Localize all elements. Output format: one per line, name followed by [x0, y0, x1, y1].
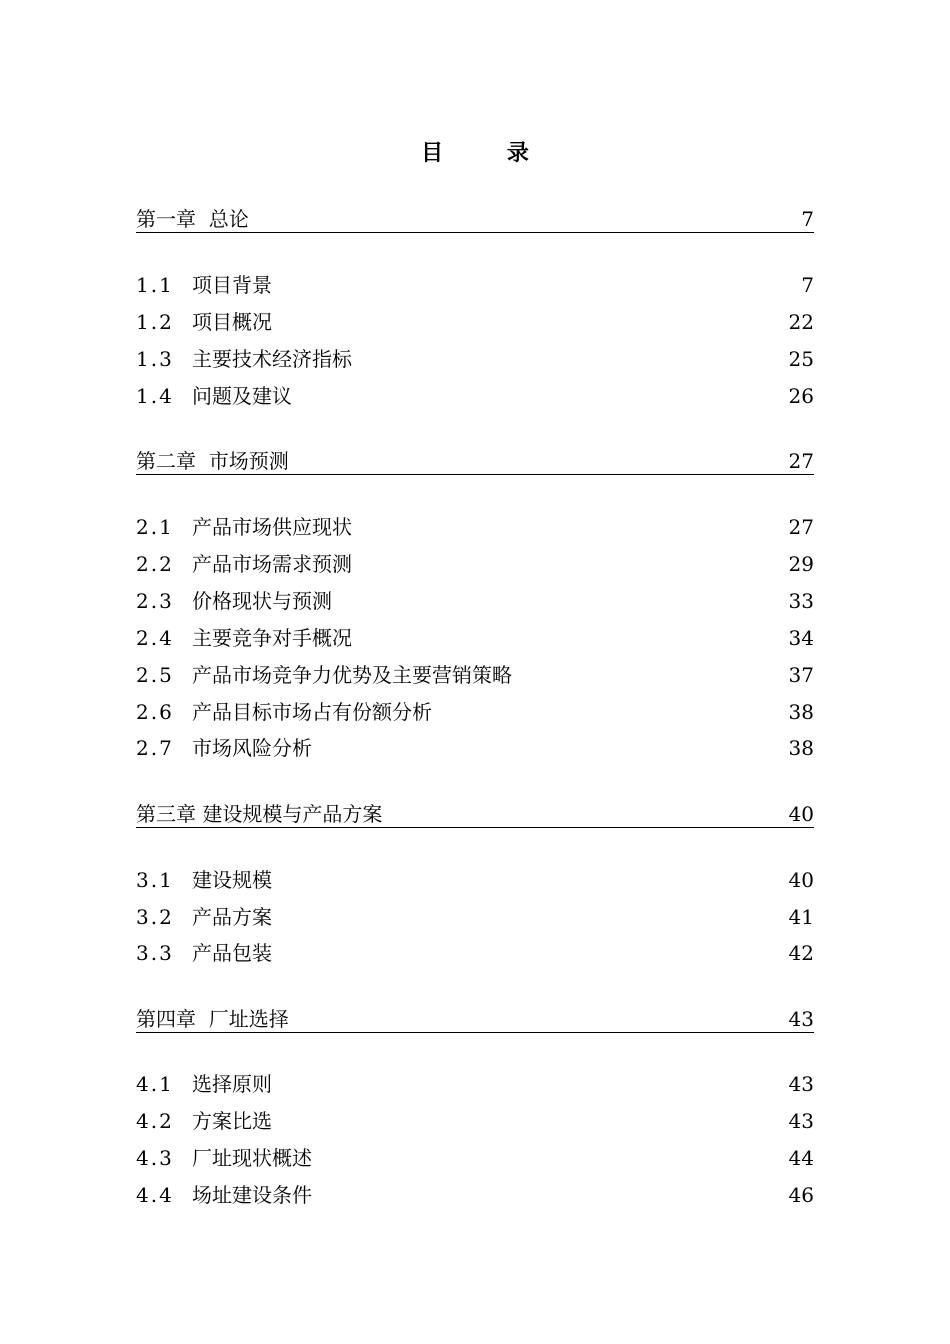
section-number: 2.1	[136, 515, 174, 539]
toc-section-4-3[interactable]	[136, 1143, 814, 1171]
toc-section-2-4[interactable]	[136, 623, 814, 651]
section-name: 产品方案	[192, 905, 272, 929]
toc-chapter-2[interactable]	[136, 446, 814, 475]
section-page-number: 29	[788, 552, 814, 576]
section-name: 产品市场竞争力优势及主要营销策略	[192, 663, 512, 687]
section-name: 场址建设条件	[192, 1183, 312, 1207]
chapter-label: 第四章	[136, 1007, 196, 1031]
section-number: 4.4	[136, 1183, 174, 1207]
chapter-page-number: 43	[788, 1007, 814, 1031]
section-name: 问题及建议	[192, 384, 292, 408]
toc-section-2-6[interactable]	[136, 697, 814, 725]
chapter-name: 建设规模与产品方案	[202, 802, 383, 826]
chapter-name: 总论	[208, 207, 249, 231]
section-name: 市场风险分析	[192, 736, 312, 760]
section-number: 2.3	[136, 589, 174, 613]
chapter-separator	[196, 1006, 209, 1032]
section-name: 产品市场需求预测	[192, 552, 352, 576]
toc-section-2-3[interactable]	[136, 586, 814, 614]
section-name: 主要技术经济指标	[192, 347, 352, 371]
section-page-number: 7	[801, 273, 814, 297]
section-name: 建设规模	[192, 868, 272, 892]
toc-section-3-1[interactable]	[136, 865, 814, 893]
section-page-number: 43	[788, 1109, 814, 1133]
section-page-number: 33	[788, 589, 814, 613]
toc-section-4-2[interactable]	[136, 1106, 814, 1134]
section-page-number: 34	[788, 626, 814, 650]
toc-chapter-4[interactable]	[136, 1004, 814, 1033]
section-name: 项目背景	[192, 273, 272, 297]
toc-section-1-1[interactable]	[136, 270, 814, 298]
section-number: 2.6	[136, 700, 174, 724]
toc-section-4-1[interactable]	[136, 1069, 814, 1097]
section-page-number: 22	[788, 310, 814, 334]
section-page-number: 26	[788, 384, 814, 408]
section-page-number: 38	[788, 736, 814, 760]
section-number: 2.4	[136, 626, 174, 650]
toc-section-1-3[interactable]	[136, 344, 814, 372]
section-name: 项目概况	[192, 310, 272, 334]
section-page-number: 38	[788, 700, 814, 724]
toc-section-2-2[interactable]	[136, 549, 814, 577]
chapter-name: 厂址选择	[208, 1007, 289, 1031]
section-page-number: 41	[788, 905, 814, 929]
toc-section-2-7[interactable]	[136, 733, 814, 761]
page-title: 目 录	[421, 140, 557, 166]
chapter-label: 第二章	[136, 449, 196, 473]
section-page-number: 42	[788, 941, 814, 965]
section-page-number: 27	[788, 515, 814, 539]
section-number: 4.3	[136, 1146, 174, 1170]
toc-section-2-5[interactable]	[136, 660, 814, 688]
section-page-number: 37	[788, 663, 814, 687]
toc-section-1-4[interactable]	[136, 381, 814, 409]
section-name: 价格现状与预测	[192, 589, 332, 613]
section-page-number: 25	[788, 347, 814, 371]
section-name: 产品市场供应现状	[192, 515, 352, 539]
chapter-page-number: 7	[801, 207, 814, 231]
section-page-number: 43	[788, 1072, 814, 1096]
toc-chapter-3[interactable]	[136, 799, 814, 828]
section-page-number: 44	[788, 1146, 814, 1170]
chapter-label: 第一章	[136, 207, 196, 231]
section-name: 厂址现状概述	[192, 1146, 312, 1170]
toc-section-3-3[interactable]	[136, 938, 814, 966]
section-name: 主要竞争对手概况	[192, 626, 352, 650]
toc-section-2-1[interactable]	[136, 512, 814, 540]
section-number: 2.2	[136, 552, 174, 576]
section-number: 2.5	[136, 663, 174, 687]
section-page-number: 46	[788, 1183, 814, 1207]
chapter-label: 第三章	[136, 802, 196, 826]
toc-chapter-1[interactable]	[136, 204, 814, 233]
chapter-separator	[196, 206, 209, 232]
section-name: 方案比选	[192, 1109, 272, 1133]
section-number: 4.1	[136, 1072, 174, 1096]
chapter-page-number: 40	[788, 802, 814, 826]
section-number: 2.7	[136, 736, 174, 760]
section-name: 产品目标市场占有份额分析	[192, 700, 432, 724]
section-number: 4.2	[136, 1109, 174, 1133]
section-number: 3.3	[136, 941, 174, 965]
chapter-separator	[196, 448, 209, 474]
section-number: 3.1	[136, 868, 174, 892]
toc-section-1-2[interactable]	[136, 307, 814, 335]
section-number: 1.3	[136, 347, 174, 371]
toc-section-4-4[interactable]	[136, 1180, 814, 1208]
section-number: 1.2	[136, 310, 174, 334]
toc-section-3-2[interactable]	[136, 902, 814, 930]
section-name: 产品包装	[192, 941, 272, 965]
section-number: 1.1	[136, 273, 174, 297]
chapter-page-number: 27	[788, 449, 814, 473]
chapter-name: 市场预测	[208, 449, 289, 473]
section-number: 3.2	[136, 905, 174, 929]
section-number: 1.4	[136, 384, 174, 408]
section-page-number: 40	[788, 868, 814, 892]
section-name: 选择原则	[192, 1072, 272, 1096]
